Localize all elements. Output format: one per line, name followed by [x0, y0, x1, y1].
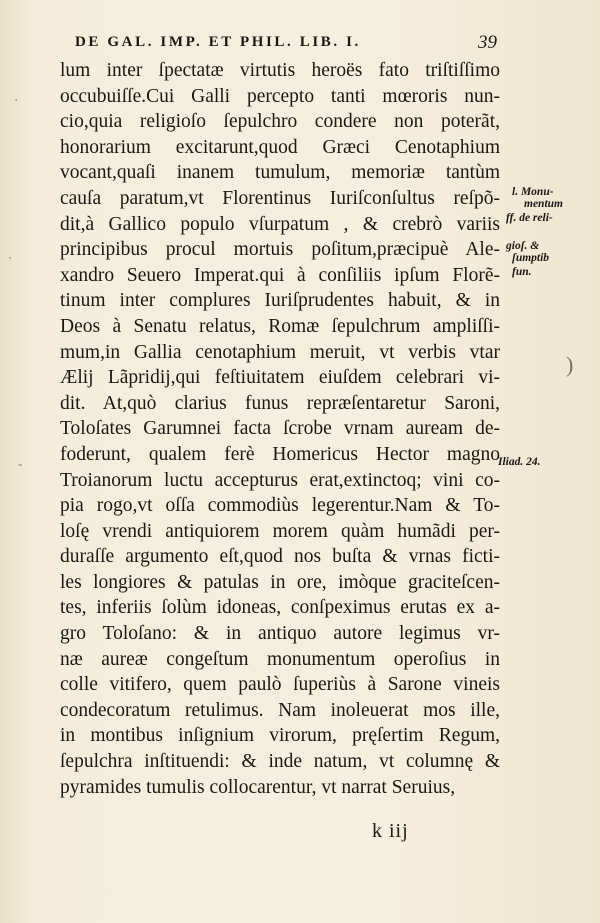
text-line: in montibus inſignium virorum, pręſertim Regum,: [60, 725, 500, 747]
text-line: dit. At,quò clarius funus repræſentaretur Saroni,: [60, 392, 500, 414]
marginal-note: gioſ. &: [506, 240, 540, 252]
text-line: Toloſates Garumnei facta ſcrobe vrnam auream de-: [60, 418, 500, 440]
marginal-note: mentum: [524, 198, 563, 210]
text-line: dit,à Gallico populo vſurpatum , & crebrò variis: [60, 213, 500, 235]
text-line: Ælij Lãpridij,qui feſtiuitatem eiuſdem celebrari vi-: [60, 367, 500, 389]
text-line: principibus procul mortuis poſitum,præcipuè Ale-: [60, 239, 500, 261]
running-title: DE GAL. IMP. ET PHIL. LIB. I.: [75, 34, 361, 50]
marginal-note: ff. de reli-: [506, 212, 553, 224]
text-line: xandro Seuero Imperat.qui à conſiliis ipſum Florẽ-: [60, 264, 500, 286]
text-line: duraſſe argumento eſt,quod nos buſta & vrnas ficti-: [60, 546, 500, 568]
text-line: næ aureæ congeſtum monumentum operoſius in: [60, 648, 500, 670]
text-line: gro Toloſano: & in antiquo autore legimus vr-: [60, 623, 500, 645]
catchword: k iij: [372, 820, 409, 842]
text-line: pia rogo,vt oſſa commodiùs legerentur.Nam & To-: [60, 495, 500, 517]
margin-mark: -: [18, 456, 23, 471]
text-line: les longiores & patulas in ore, imòque graciteſcen-: [60, 571, 500, 593]
marginal-note: ſumptib: [512, 252, 550, 264]
text-line: cio,quia religioſo ſepulchro condere non poterãt,: [60, 111, 500, 133]
body-text: [60, 58, 500, 800]
text-line: vocant,quaſi inanem tumulum, memoriæ tantùm: [60, 162, 500, 184]
text-line: Troianorum luctu accepturus erat,extinctoq; vini co-: [60, 469, 500, 491]
page-number: 39: [478, 32, 497, 53]
text-line: tinum inter complures Iuriſprudentes habuit, & in: [60, 290, 500, 312]
text-line: cauſa paratum,vt Florentinus Iuriſconſultus reſpõ-: [60, 187, 500, 209]
margin-mark: ·: [14, 92, 19, 107]
text-line: mum,in Gallia cenotaphium meruit, vt verbis vtar: [60, 341, 500, 363]
text-line: pyramides tumulis collocarentur, vt narrat Seruius,: [60, 776, 456, 798]
marginal-note: fun.: [512, 266, 532, 278]
marginal-note: l. Monu-: [512, 186, 554, 198]
text-line: Deos à Senatu relatus, Romæ ſepulchrum ampliſſi-: [60, 315, 500, 337]
text-line: occubuiſſe.Cui Galli percepto tanti mœroris nun-: [60, 85, 500, 107]
text-line: loſę vrendi antiquiorem morem quàm humãdi per-: [60, 520, 500, 542]
text-line: honorarium excitarunt,quod Græci Cenotaphium: [60, 136, 500, 158]
margin-mark: ·: [8, 250, 13, 265]
text-line: ſepulchra inſtituendi: & inde natum, vt columnę &: [60, 751, 500, 773]
text-line: lum inter ſpectatæ virtutis heroës fato triſtiſſimo: [60, 60, 500, 81]
margin-mark: ): [566, 352, 574, 377]
text-line: colle vitifero, quem paulò ſuperiùs à Sarone vineis: [60, 674, 500, 696]
text-line: foderunt, qualem ferè Homericus Hector magno: [60, 443, 500, 465]
text-line: tes, inferiis ſolùm idoneas, conſpeximus erutas ex a-: [60, 597, 500, 619]
marginal-note: Iliad. 24.: [498, 456, 541, 468]
text-line: condecoratum retulimus. Nam inoleuerat mos ille,: [60, 699, 500, 721]
